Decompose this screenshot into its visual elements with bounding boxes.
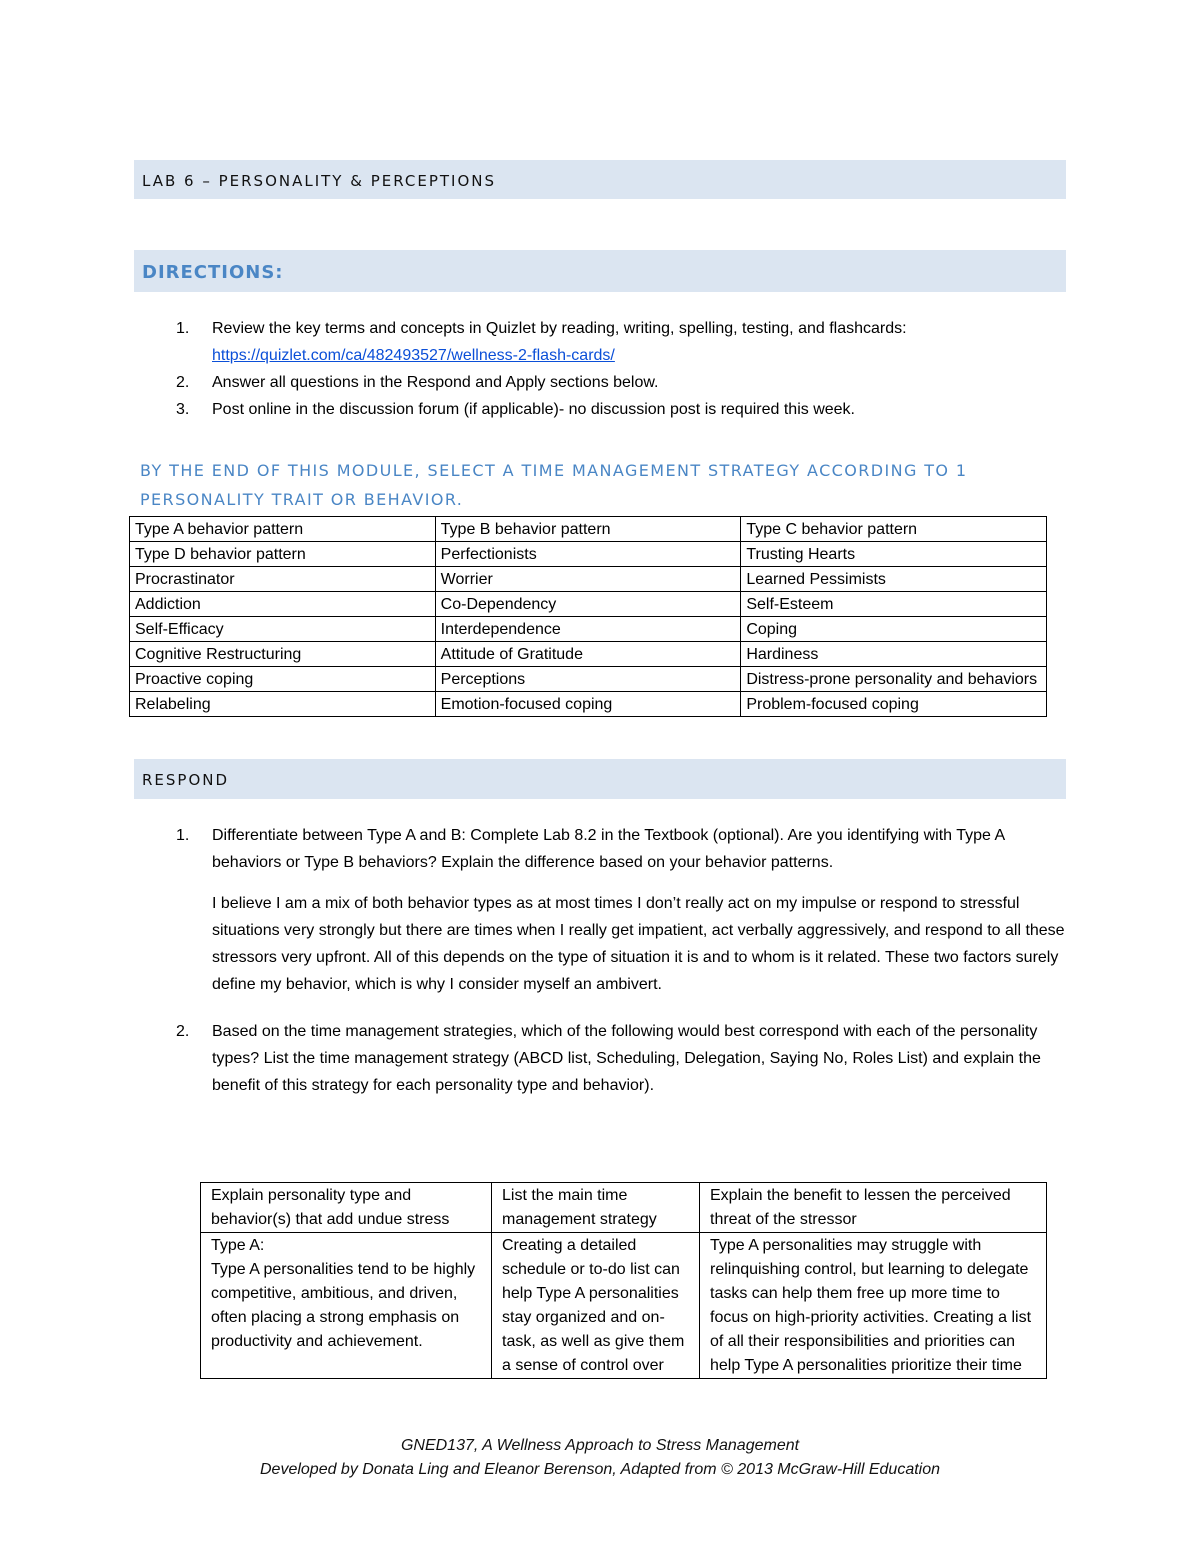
- answer-text: I believe I am a mix of both behavior types as at most times I don’t really act on my impulse or respond to stressful situations very strongly but there are times when I really get impatient, act verbally aggressively, and respond to all these stressors very upfront. All of this depends on the type of situation it is and to whom is it related. These two factors surely define my behavior, which is why I consider myself an ambivert.: [212, 895, 1065, 993]
- directions-item-text: Answer all questions in the Respond and Apply sections below.: [212, 374, 659, 391]
- directions-list: [172, 315, 1072, 423]
- directions-item-text: Review the key terms and concepts in Quizlet by reading, writing, spelling, testing, and flashcards:: [212, 320, 907, 337]
- page-title: LAB 6 – PERSONALITY & PERCEPTIONS: [142, 172, 497, 190]
- question-text: Based on the time management strategies, which of the following would best correspond with each of the personality types? List the time management strategy (ABCD list, Scheduling, Delegation, Saying No, Roles List) and explain the benefit of this strategy for each personality type and behavior).: [212, 1023, 1041, 1094]
- term-cell: Self-Efficacy: [130, 617, 436, 642]
- type-description: Type A personalities tend to be highly competitive, ambitious, and driven, often placing a strong emphasis on productivity and achievement.: [211, 1261, 476, 1350]
- term-cell: Coping: [741, 617, 1047, 642]
- term-cell: Trusting Hearts: [741, 542, 1047, 567]
- term-cell: Relabeling: [130, 692, 436, 717]
- term-cell: Co-Dependency: [435, 592, 741, 617]
- term-cell: Type C behavior pattern: [741, 517, 1047, 542]
- term-cell: Hardiness: [741, 642, 1047, 667]
- table-cell: [201, 1233, 492, 1379]
- term-cell: Cognitive Restructuring: [130, 642, 436, 667]
- question-text: Differentiate between Type A and B: Complete Lab 8.2 in the Textbook (optional). Are you identifying with Type A behaviors or Type B behaviors? Explain the difference based on your behavior patterns.: [212, 827, 1005, 871]
- table-cell: Type A personalities may struggle with relinquishing control, but learning to delegate tasks can help them free up more time to focus on high-priority activities. Creating a list of all their responsibilities and priorities can help Type A personalities prioritize their time: [700, 1233, 1047, 1379]
- table-row: [130, 692, 1047, 717]
- title-band: [134, 160, 1066, 199]
- quizlet-link[interactable]: https://quizlet.com/ca/482493527/wellness-2-flash-cards/: [212, 347, 615, 364]
- table-header-cell: List the main time management strategy: [492, 1183, 700, 1233]
- question-item: [172, 822, 1072, 998]
- term-cell: Addiction: [130, 592, 436, 617]
- footer-credits: Developed by Donata Ling and Eleanor Berenson, Adapted from © 2013 McGraw-Hill Education: [259, 1461, 941, 1478]
- directions-item: [172, 396, 1072, 423]
- table-row: [130, 667, 1047, 692]
- term-cell: Worrier: [435, 567, 741, 592]
- table-row: [130, 542, 1047, 567]
- directions-heading: DIRECTIONS:: [142, 262, 284, 283]
- key-terms-table: [129, 516, 1047, 717]
- term-cell: Perfectionists: [435, 542, 741, 567]
- table-header-cell: Explain the benefit to lessen the perceived threat of the stressor: [700, 1183, 1047, 1233]
- question-item: [172, 1018, 1072, 1099]
- term-cell: Emotion-focused coping: [435, 692, 741, 717]
- table-row: [201, 1233, 1047, 1379]
- footer-course: GNED137, A Wellness Approach to Stress Management: [400, 1437, 800, 1454]
- directions-item: [172, 369, 1072, 396]
- directions-item-text: Post online in the discussion forum (if applicable)- no discussion post is required this week.: [212, 401, 855, 418]
- term-cell: Type A behavior pattern: [130, 517, 436, 542]
- directions-item: [172, 315, 1072, 369]
- question-number: 1.: [176, 827, 190, 844]
- term-cell: Type B behavior pattern: [435, 517, 741, 542]
- respond-band: [134, 759, 1066, 799]
- respond-questions: [172, 822, 1072, 1099]
- strategy-table: [200, 1182, 1047, 1379]
- item-number: 1.: [176, 320, 190, 337]
- term-cell: Attitude of Gratitude: [435, 642, 741, 667]
- table-cell: Creating a detailed schedule or to-do list can help Type A personalities stay organized and on-task, as well as give them a sense of control over: [492, 1233, 700, 1379]
- table-header-cell: Explain personality type and behavior(s) that add undue stress: [201, 1183, 492, 1233]
- term-cell: Distress-prone personality and behaviors: [741, 667, 1047, 692]
- term-cell: Procrastinator: [130, 567, 436, 592]
- table-row: [130, 517, 1047, 542]
- respond-heading: RESPOND: [142, 771, 230, 789]
- table-row: [130, 592, 1047, 617]
- item-number: 2.: [176, 374, 190, 391]
- table-row: [130, 642, 1047, 667]
- table-header-row: [201, 1183, 1047, 1233]
- term-cell: Interdependence: [435, 617, 741, 642]
- question-number: 2.: [176, 1023, 190, 1040]
- term-cell: Learned Pessimists: [741, 567, 1047, 592]
- term-cell: Perceptions: [435, 667, 741, 692]
- item-number: 3.: [176, 401, 190, 418]
- module-objective-heading: BY THE END OF THIS MODULE, SELECT A TIME MANAGEMENT STRATEGY ACCORDING TO 1 PERSONALITY TRAIT OR BEHAVIOR.: [140, 461, 968, 509]
- term-cell: Problem-focused coping: [741, 692, 1047, 717]
- term-cell: Type D behavior pattern: [130, 542, 436, 567]
- table-row: [130, 617, 1047, 642]
- type-label: Type A:: [211, 1237, 265, 1254]
- term-cell: Self-Esteem: [741, 592, 1047, 617]
- directions-band: [134, 250, 1066, 292]
- term-cell: Proactive coping: [130, 667, 436, 692]
- table-row: [130, 567, 1047, 592]
